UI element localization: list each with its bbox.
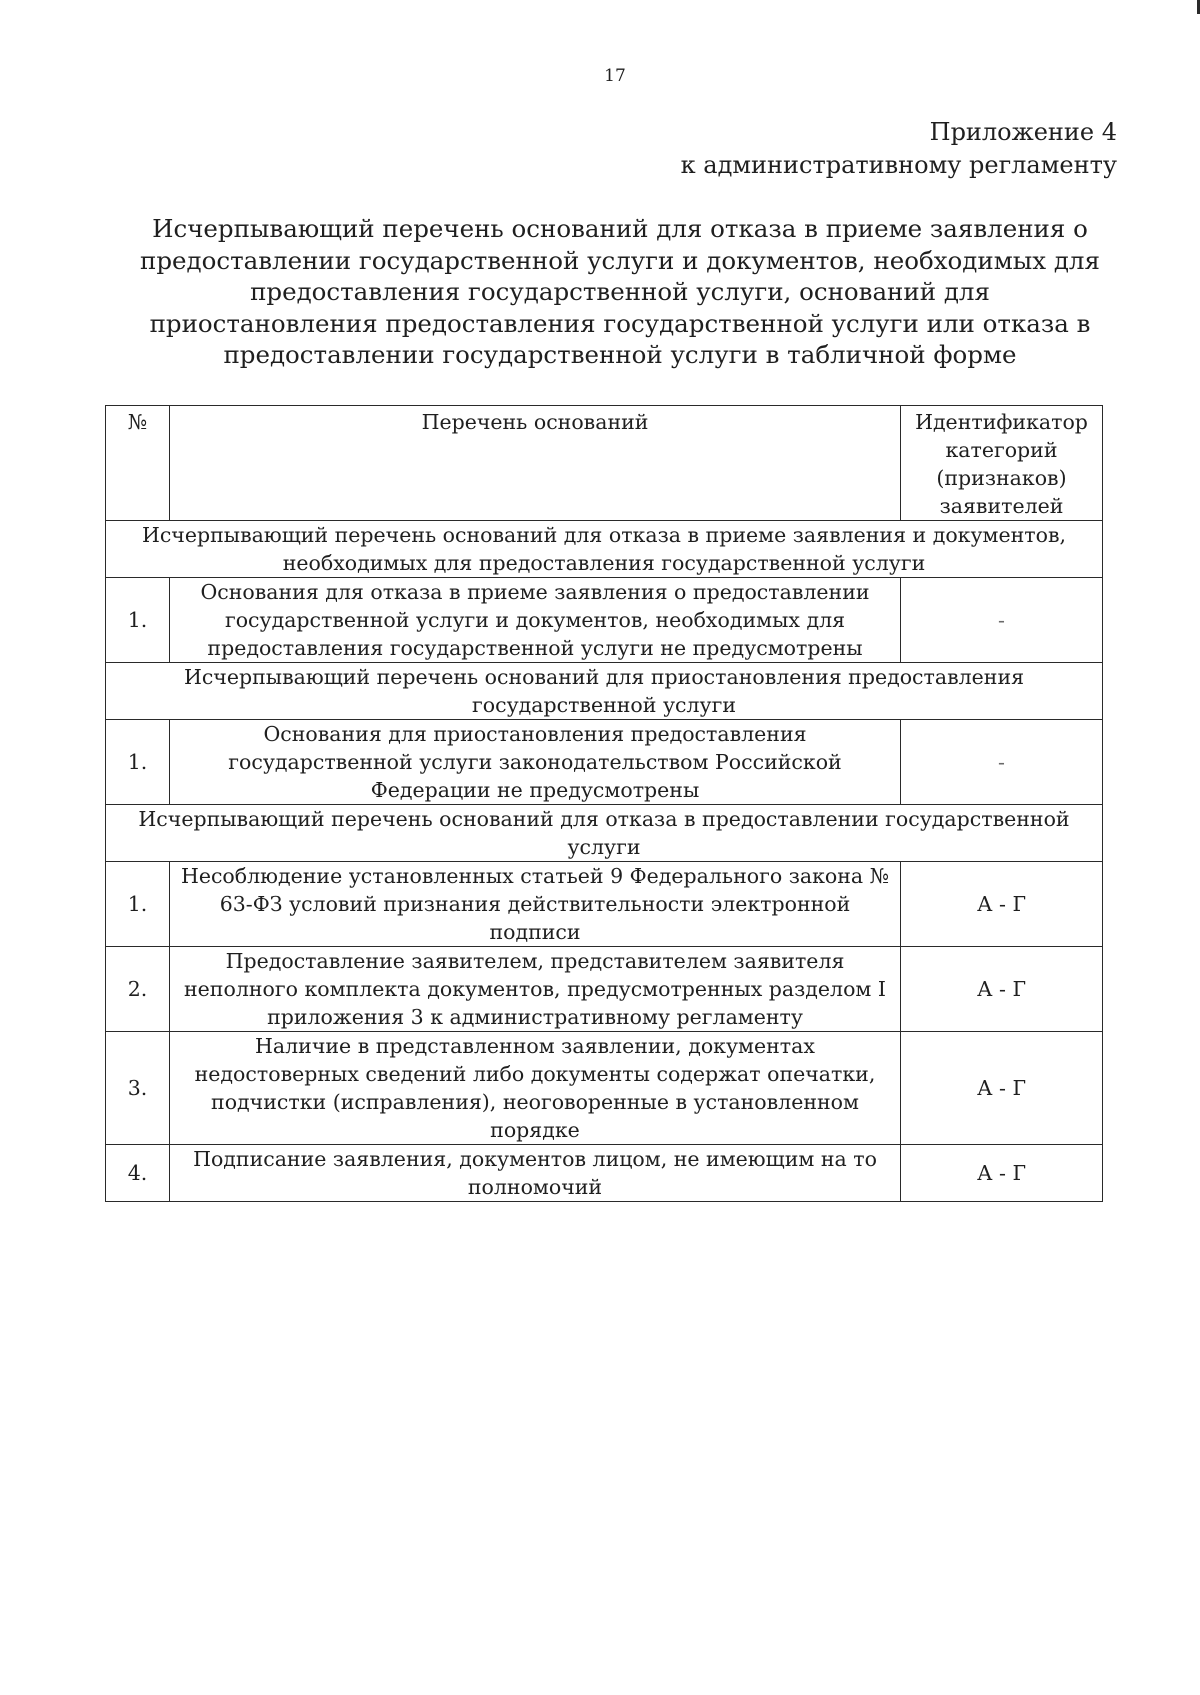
section-title-suspension: Исчерпывающий перечень оснований для приостановления предоставления государственной услуги: [106, 663, 1103, 720]
row-identifier: А - Г: [901, 1032, 1103, 1145]
row-identifier: А - Г: [901, 1145, 1103, 1202]
row-identifier: -: [901, 720, 1103, 805]
row-ground: Подписание заявления, документов лицом, не имеющим на то полномочий: [170, 1145, 901, 1202]
row-identifier: А - Г: [901, 862, 1103, 947]
header-number: №: [106, 406, 170, 521]
table-row: [106, 1032, 1103, 1145]
row-ground: Несоблюдение установленных статьей 9 Федерального закона № 63-ФЗ условий признания действительности электронной подписи: [170, 862, 901, 947]
section-row: [106, 805, 1103, 862]
page-number: 17: [604, 66, 626, 86]
document-title: Исчерпывающий перечень оснований для отказа в приеме заявления о предоставлении государственной услуги и документов, необходимых для предоставления государственной услуги, оснований для приостановления предоставления государственной услуги или отказа в предоставлении государственной услуги в табличной форме: [140, 214, 1100, 369]
row-number: 1.: [106, 862, 170, 947]
row-ground: Наличие в представленном заявлении, документах недостоверных сведений либо документы содержат опечатки, подчистки (исправления), неоговоренные в установленном порядке: [170, 1032, 901, 1145]
section-title-refusal-acceptance: Исчерпывающий перечень оснований для отказа в приеме заявления и документов, необходимых для предоставления государственной услуги: [106, 521, 1103, 578]
row-number: 3.: [106, 1032, 170, 1145]
row-ground: Основания для отказа в приеме заявления о предоставлении государственной услуги и документов, необходимых для предоставления государственной услуги не предусмотрены: [170, 578, 901, 663]
table-row: [106, 578, 1103, 663]
table-row: [106, 862, 1103, 947]
table-row: [106, 720, 1103, 805]
table-header-row: [106, 406, 1103, 521]
section-row: [106, 521, 1103, 578]
row-number: 1.: [106, 720, 170, 805]
table-row: [106, 1145, 1103, 1202]
appendix-number: Приложение 4: [929, 118, 1117, 146]
header-identifier: Идентификатор категорий (признаков) заявителей: [901, 406, 1103, 521]
section-title-refusal-service: Исчерпывающий перечень оснований для отказа в предоставлении государственной услуги: [106, 805, 1103, 862]
section-row: [106, 663, 1103, 720]
row-ground: Основания для приостановления предоставления государственной услуги законодательством Российской Федерации не предусмотрены: [170, 720, 901, 805]
row-identifier: А - Г: [901, 947, 1103, 1032]
appendix-heading: [681, 116, 1117, 182]
appendix-reference: к административному регламенту: [680, 151, 1117, 179]
row-number: 1.: [106, 578, 170, 663]
row-identifier: -: [901, 578, 1103, 663]
header-grounds: Перечень оснований: [170, 406, 901, 521]
table-row: [106, 947, 1103, 1032]
row-ground: Предоставление заявителем, представителем заявителя неполного комплекта документов, предусмотренных разделом I приложения 3 к административному регламенту: [170, 947, 901, 1032]
row-number: 2.: [106, 947, 170, 1032]
grounds-table: [105, 405, 1103, 1202]
row-number: 4.: [106, 1145, 170, 1202]
